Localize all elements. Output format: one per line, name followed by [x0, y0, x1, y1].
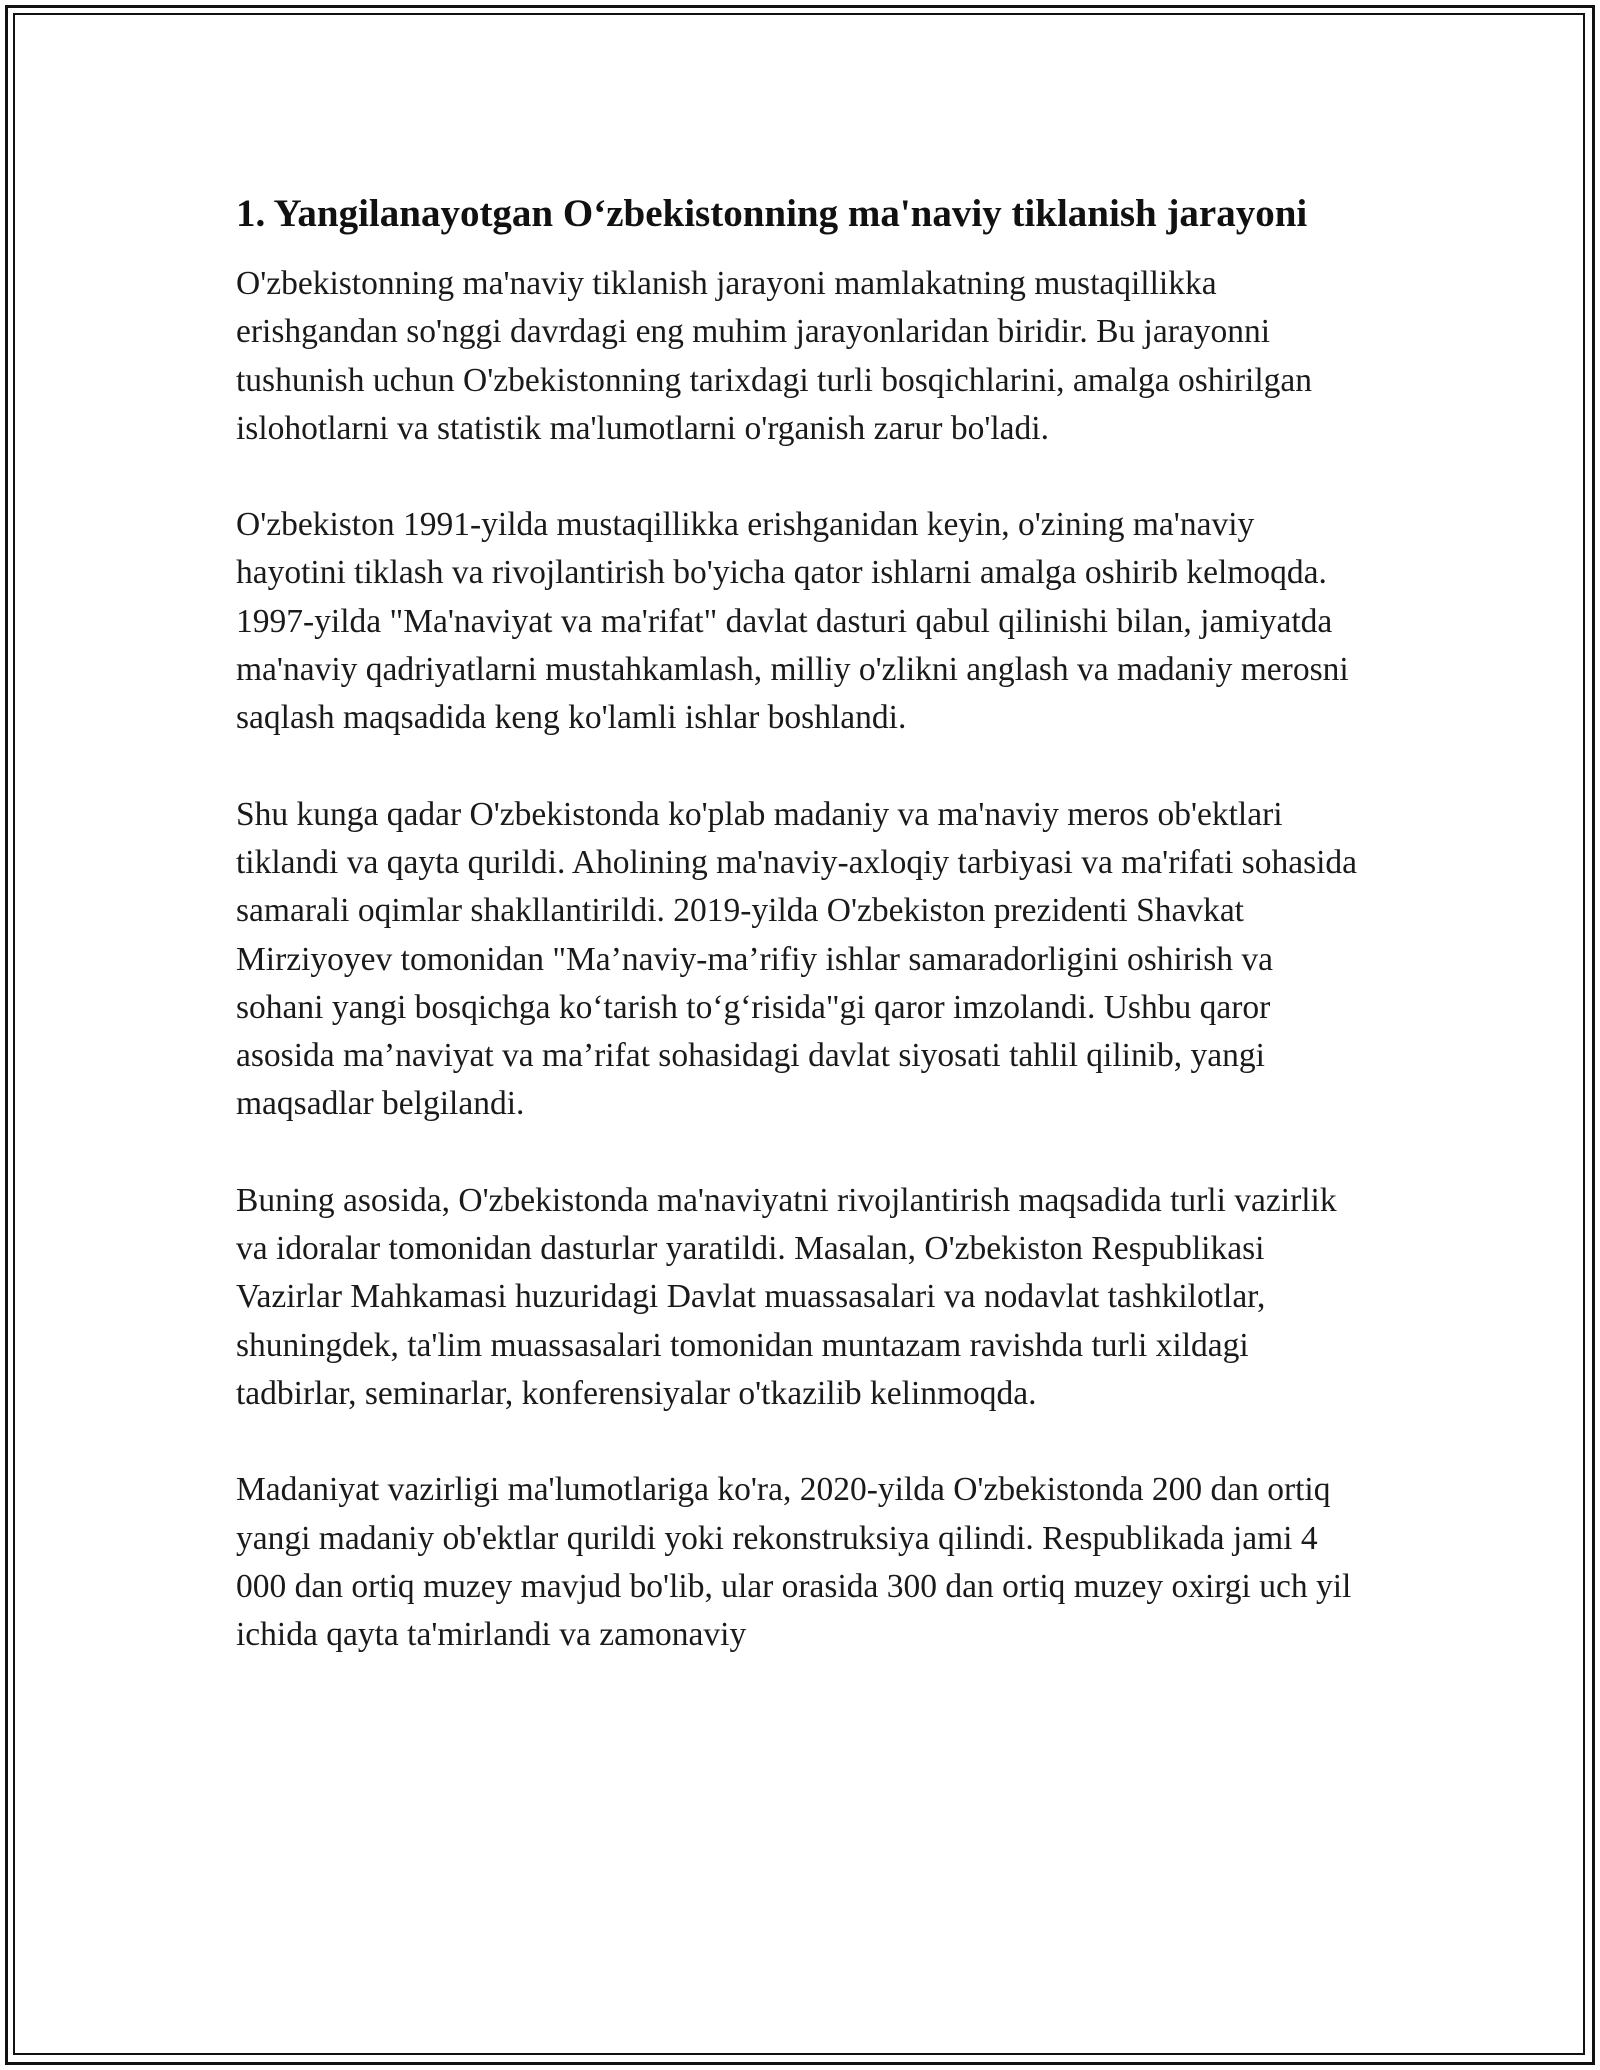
paragraph-2: O'zbekiston 1991-yilda mustaqillikka erishganidan keyin, o'zining ma'naviy hayotini tiklash va rivojlantirish bo'yicha qator ishlarni amalga oshirib kelmoqda. 1997-yilda "Ma'naviyat va ma'rifat" davlat dasturi qabul qilinishi bilan, jamiyatda ma'naviy qadriyatlarni mustahkamlash, milliy o'zlikni anglash va madaniy merosni saqlash maqsadida keng ko'lamli ishlar boshlandi. [236, 506, 1349, 737]
paragraph-5: Madaniyat vazirligi ma'lumotlariga ko'ra, 2020-yilda O'zbekistonda 200 dan ortiq yangi madaniy ob'ektlar qurildi yoki rekonstruksiya qilindi. Respublikada jami 4 000 dan ortiq muzey mavjud bo'lib, ular orasida 300 dan ortiq muzey oxirgi uch yil ichida qayta ta'mirlandi va zamonaviy [236, 1471, 1352, 1654]
document-body [236, 186, 1366, 1707]
paragraph-4: Buning asosida, O'zbekistonda ma'naviyatni rivojlantirish maqsadida turli vazirlik va idoralar tomonidan dasturlar yaratildi. Masalan, O'zbekiston Respublikasi Vazirlar Mahkamasi huzuridagi Davlat muassasalari va nodavlat tashkilotlar, shuningdek, ta'lim muassasalari tomonidan muntazam ravishda turli xildagi tadbirlar, seminarlar, konferensiyalar o'tkazilib kelinmoqda. [236, 1181, 1337, 1412]
paragraph-3: Shu kunga qadar O'zbekistonda ko'plab madaniy va ma'naviy meros ob'ektlari tiklandi va qayta qurildi. Aholining ma'naviy-axloqiy tarbiyasi va ma'rifati sohasida samarali oqimlar shakllantirildi. 2019-yilda O'zbekiston prezidenti Shavkat Mirziyoyev tomonidan "Ma’naviy-ma’rifiy ishlar samaradorligini oshirish va sohani yangi bosqichga ko‘tarish to‘g‘risida"gi qaror imzolandi. Ushbu qaror asosida ma’naviyat va ma’rifat sohasidagi davlat siyosati tahlil qilinib, yangi maqsadlar belgilandi. [236, 795, 1358, 1123]
paragraph-1: O'zbekistonning ma'naviy tiklanish jarayoni mamlakatning mustaqillikka erishgandan so'nggi davrdagi eng muhim jarayonlaridan biridir. Bu jarayonni tushunish uchun O'zbekistonning tarixdagi turli bosqichlarini, amalga oshirilgan islohotlarni va statistik ma'lumotlarni o'rganish zarur bo'ladi. [236, 265, 1312, 447]
section-heading: 1. Yangilanayotgan O‘zbekistonning ma'naviy tiklanish jarayoni [236, 192, 1308, 235]
